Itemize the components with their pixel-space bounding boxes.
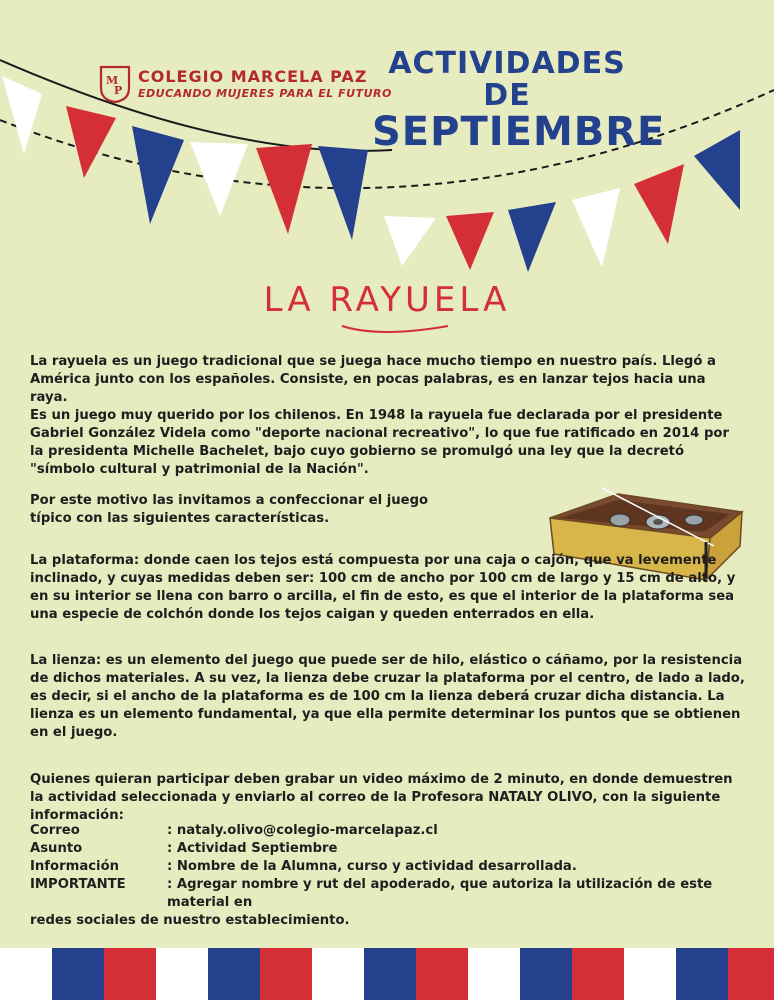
contact-label: IMPORTANTE <box>30 877 126 892</box>
stripe-red <box>416 948 468 1000</box>
svg-text:P: P <box>114 84 123 97</box>
stripe-blue <box>52 948 104 1000</box>
contact-row-important <box>30 876 746 912</box>
stripe-blue <box>676 948 728 1000</box>
school-crest-icon <box>98 64 132 104</box>
stripe-white <box>0 948 52 1000</box>
invite-paragraph: Por este motivo las invitamos a confeccionar el juego típico con las siguientes características. <box>30 493 429 526</box>
contact-information: : Nombre de la Alumna, curso y actividad desarrollada. <box>167 859 577 874</box>
school-logo <box>98 64 392 104</box>
contact-row-email <box>30 822 746 840</box>
pennant <box>446 212 494 270</box>
title-underline <box>340 322 450 338</box>
pennant <box>508 202 556 272</box>
school-name: COLEGIO MARCELA PAZ <box>138 66 368 86</box>
contact-row-subject <box>30 840 746 858</box>
intro-paragraph-1: La rayuela es un juego tradicional que se juega hace mucho tiempo en nuestro país. Llegó a América junto con los españoles. Consiste, en pocas palabras, es en lanzar tejos hacia una raya. <box>30 354 716 405</box>
contact-label: Asunto <box>30 841 83 856</box>
pennant <box>132 126 184 224</box>
pennant <box>572 188 620 268</box>
plataforma-paragraph: La plataforma: donde caen los tejos está compuesta por una caja o cajón, que va levemente inclinado, y cuyas medidas deben ser: 100 cm de ancho por 100 cm de largo y 15 cm de alto, y en su interior se llena con barro o arcilla, el fin de esto, es que el interior de la plataforma sea una especie de colchón donde los tejos caigan y queden enterrados en ella. <box>30 553 736 622</box>
stripe-red <box>104 948 156 1000</box>
contact-label: Correo <box>30 823 80 838</box>
contact-subject: : Actividad Septiembre <box>167 841 338 856</box>
pennant <box>256 144 312 234</box>
activity-title: LA RAYUELA <box>263 280 511 320</box>
stripe-white <box>156 948 208 1000</box>
pennant <box>318 146 368 240</box>
stripe-red <box>260 948 312 1000</box>
page-title <box>372 46 666 155</box>
stripe-white <box>312 948 364 1000</box>
closing-paragraph: Quienes quieran participar deben grabar un video máximo de 2 minuto, en donde demuestren la actividad seleccionada y enviarlo al correo de la Profesora NATALY OLIVO, con la siguiente información: <box>30 772 733 823</box>
school-tagline: EDUCANDO MUJERES PARA EL FUTURO <box>138 86 392 100</box>
pennant <box>66 106 116 178</box>
contact-row-info <box>30 858 746 876</box>
stripe-blue <box>364 948 416 1000</box>
intro-section <box>30 353 746 479</box>
stripe-red <box>728 948 774 1000</box>
pennant <box>190 142 248 216</box>
intro-paragraph-2: Es un juego muy querido por los chilenos. En 1948 la rayuela fue declarada por el presidente Gabriel González Videla como "deporte nacional recreativo", lo que fue ratificado en 2014 por la presidenta Michelle Bachelet, bajo cuyo gobierno se promulgó una ley que la decretó "símbolo cultural y patrimonial de la Nación". <box>30 408 729 477</box>
contact-email: : nataly.olivo@colegio-marcelapaz.cl <box>167 823 438 838</box>
pennant <box>694 130 740 210</box>
stripe-blue <box>208 948 260 1000</box>
title-line-2: SEPTIEMBRE <box>372 109 666 155</box>
contact-label: Información <box>30 859 120 874</box>
title-line-1: ACTIVIDADES DE <box>388 46 626 113</box>
lienza-paragraph: La lienza: es un elemento del juego que puede ser de hilo, elástico o cáñamo, por la resistencia de dichos materiales. A su vez, la lienza debe cruzar la plataforma por el centro, de lado a lado, es decir, si el ancho de la plataforma es de 100 cm la lienza deberá cruzar dicha distancia. La lienza es un elemento fundamental, ya que ella permite determinar los puntos que se obtienen en el juego. <box>30 653 745 740</box>
stripe-blue <box>520 948 572 1000</box>
stripe-red <box>572 948 624 1000</box>
contact-continuation: redes sociales de nuestro establecimiento. <box>30 913 350 928</box>
pennant <box>2 76 42 154</box>
pennant <box>634 164 684 244</box>
stripe-white <box>468 948 520 1000</box>
flag-stripes <box>0 948 774 1000</box>
svg-text:M: M <box>106 74 119 87</box>
pennant <box>384 216 436 266</box>
contact-important: : Agregar nombre y rut del apoderado, que autoriza la utilización de este material en <box>167 877 713 910</box>
contact-info <box>30 822 746 930</box>
stripe-white <box>624 948 676 1000</box>
